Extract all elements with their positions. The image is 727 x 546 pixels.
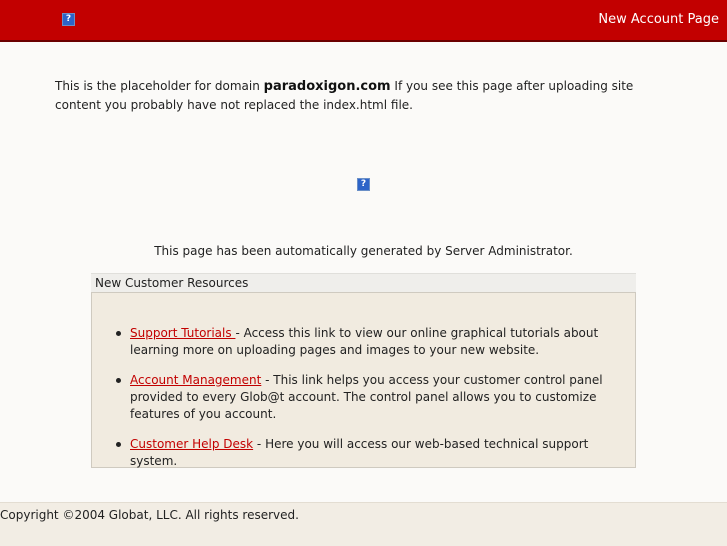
placeholder-intro <box>55 77 675 114</box>
top-bar <box>0 0 727 42</box>
broken-image-icon: ? <box>357 178 370 191</box>
resources-title: New Customer Resources <box>91 273 636 292</box>
account-management-link[interactable]: Account Management <box>130 373 262 387</box>
list-item <box>114 436 626 470</box>
resources-panel <box>91 292 636 468</box>
customer-help-desk-link[interactable]: Customer Help Desk <box>130 437 254 451</box>
support-tutorials-description: - Access this link to view our online graphical tutorials about learning more on uploading pages and images to your new website. <box>130 326 599 357</box>
support-tutorials-link[interactable]: Support Tutorials <box>130 326 236 340</box>
intro-text-after: If you see this page after uploading site content you probably have not replaced the index.html file. <box>55 79 634 112</box>
footer <box>0 502 727 546</box>
copyright-text: Copyright ©2004 Globat, LLC. All rights reserved. <box>0 508 299 522</box>
list-item <box>114 372 626 423</box>
resources-list <box>114 325 626 483</box>
generated-notice: This page has been automatically generated by Server Administrator. <box>154 244 573 258</box>
broken-image-icon[interactable]: ? <box>62 13 75 26</box>
new-account-page-link[interactable]: New Account Page <box>598 12 719 27</box>
domain-name: paradoxigon.com <box>263 79 391 94</box>
customer-help-desk-description: - Here you will access our web-based technical support system. <box>130 437 589 468</box>
list-item <box>114 325 626 359</box>
account-management-description: - This link helps you access your customer control panel provided to every Glob@t account. The control panel allows you to customize features of you account. <box>130 373 603 421</box>
intro-text-before: This is the placeholder for domain <box>55 79 264 93</box>
